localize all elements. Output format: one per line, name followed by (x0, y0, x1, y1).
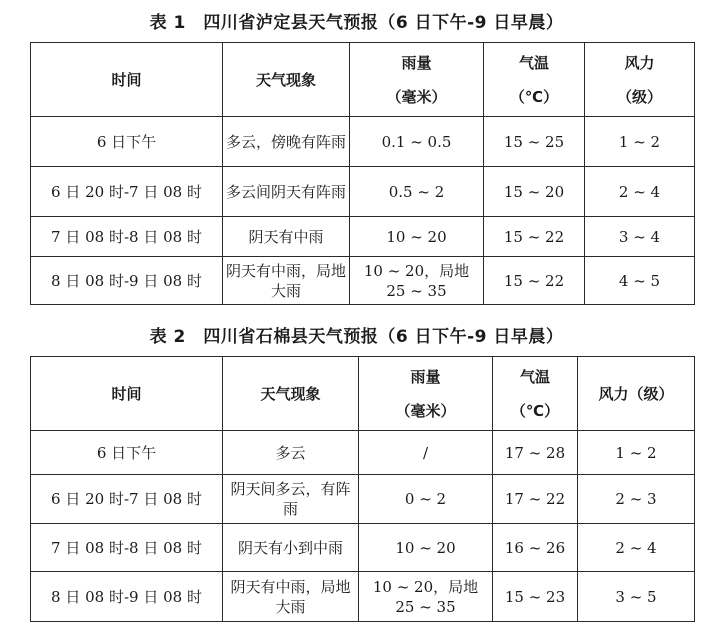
cell-rainfall: 10 ~ 20 (359, 524, 493, 572)
table2-title: 表 2 四川省石棉县天气预报（6 日下午-9 日早晨） (149, 327, 564, 347)
table-row (31, 117, 695, 167)
cell-weather: 阴天有中雨 (223, 217, 350, 257)
table-row (31, 475, 695, 524)
cell-temperature: 16 ~ 26 (493, 524, 578, 572)
table-row (31, 257, 695, 305)
cell-temperature: 17 ~ 22 (493, 475, 578, 524)
header-time: 时间 (31, 43, 223, 117)
table-row (31, 524, 695, 572)
luding-forecast-table (30, 42, 695, 305)
cell-rainfall: / (359, 431, 493, 475)
header-temperature-unit: （℃） (510, 401, 560, 420)
header-temperature (484, 43, 585, 117)
cell-wind: 3 ~ 4 (585, 217, 695, 257)
header-temperature-label: 气温 (518, 53, 549, 72)
cell-temperature: 15 ~ 20 (484, 167, 585, 217)
cell-rainfall: 10 ~ 20 (350, 217, 484, 257)
table-row (31, 167, 695, 217)
cell-rainfall: 10 ~ 20，局地 25 ~ 35 (350, 257, 484, 305)
cell-weather: 多云间阴天有阵雨 (223, 167, 350, 217)
header-temperature-unit: （℃） (509, 87, 559, 106)
cell-wind: 2 ~ 4 (578, 524, 695, 572)
header-temperature (493, 357, 578, 431)
cell-time: 6 日 20 时-7 日 08 时 (31, 167, 223, 217)
table-header-row (31, 43, 695, 117)
cell-rainfall: 0.1 ~ 0.5 (350, 117, 484, 167)
header-weather: 天气现象 (223, 357, 359, 431)
header-rainfall-unit: （毫米） (386, 87, 447, 106)
table-row (31, 217, 695, 257)
cell-weather: 阴天有中雨，局地大雨 (223, 257, 350, 305)
cell-rainfall: 10 ~ 20，局地 25 ~ 35 (359, 572, 493, 622)
shimian-forecast-table (30, 356, 695, 622)
header-rainfall (359, 357, 493, 431)
cell-wind: 1 ~ 2 (578, 431, 695, 475)
cell-wind: 4 ~ 5 (585, 257, 695, 305)
cell-time: 7 日 08 时-8 日 08 时 (31, 217, 223, 257)
header-wind: 风力（级） (578, 357, 695, 431)
cell-time: 8 日 08 时-9 日 08 时 (31, 257, 223, 305)
cell-temperature: 15 ~ 23 (493, 572, 578, 622)
cell-temperature: 15 ~ 22 (484, 257, 585, 305)
header-rainfall-label: 雨量 (410, 367, 441, 386)
cell-time: 7 日 08 时-8 日 08 时 (31, 524, 223, 572)
cell-wind: 3 ~ 5 (578, 572, 695, 622)
cell-rainfall: 0.5 ~ 2 (350, 167, 484, 217)
cell-weather: 阴天有中雨，局地大雨 (223, 572, 359, 622)
cell-weather: 阴天间多云，有阵雨 (223, 475, 359, 524)
table1-title: 表 1 四川省泸定县天气预报（6 日下午-9 日早晨） (149, 13, 564, 33)
cell-time: 8 日 08 时-9 日 08 时 (31, 572, 223, 622)
table-row (31, 572, 695, 622)
cell-wind: 2 ~ 3 (578, 475, 695, 524)
cell-wind: 1 ~ 2 (585, 117, 695, 167)
cell-temperature: 15 ~ 25 (484, 117, 585, 167)
header-rainfall-label: 雨量 (401, 53, 432, 72)
cell-time: 6 日下午 (31, 117, 223, 167)
table-row (31, 431, 695, 475)
header-weather: 天气现象 (223, 43, 350, 117)
cell-wind: 2 ~ 4 (585, 167, 695, 217)
header-wind-label: 风力 (624, 53, 655, 72)
cell-temperature: 17 ~ 28 (493, 431, 578, 475)
header-wind (585, 43, 695, 117)
table-header-row (31, 357, 695, 431)
cell-time: 6 日 20 时-7 日 08 时 (31, 475, 223, 524)
header-wind-unit: （级） (616, 87, 662, 106)
header-temperature-label: 气温 (519, 367, 550, 386)
header-time: 时间 (31, 357, 223, 431)
header-rainfall (350, 43, 484, 117)
cell-rainfall: 0 ~ 2 (359, 475, 493, 524)
cell-temperature: 15 ~ 22 (484, 217, 585, 257)
cell-weather: 多云 (223, 431, 359, 475)
cell-weather: 多云，傍晚有阵雨 (223, 117, 350, 167)
cell-time: 6 日下午 (31, 431, 223, 475)
header-rainfall-unit: （毫米） (395, 401, 456, 420)
cell-weather: 阴天有小到中雨 (223, 524, 359, 572)
